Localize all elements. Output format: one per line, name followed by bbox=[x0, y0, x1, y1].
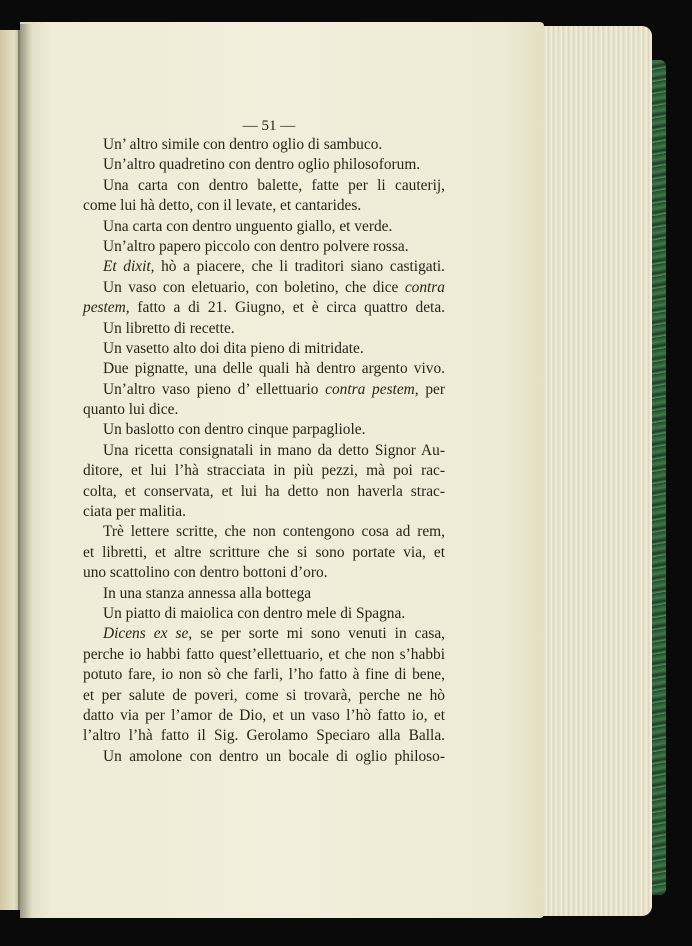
text-span: quanto lui dice. bbox=[83, 401, 179, 419]
text-span: Un baslotto con dentro cinque parpagliole. bbox=[103, 421, 366, 439]
page-edges bbox=[540, 26, 652, 916]
text-span: se per sorte mi sono venuti in casa, bbox=[192, 625, 446, 643]
text-span: colta, et conservata, et lui ha detto non haverla strac- bbox=[83, 482, 445, 500]
text-span: In una stanza annessa alla bottega bbox=[103, 584, 312, 602]
text-span: Una carta con dentro unguento giallo, et verde. bbox=[103, 217, 393, 235]
text-span: et per salute de poveri, come si trovarà, perche ne hò bbox=[83, 686, 445, 704]
italic-span: contra pestem, bbox=[325, 380, 419, 398]
text-span: Un libretto di recette. bbox=[103, 319, 235, 337]
text-span: et libretti, et altre scritture che si sono portate via, et bbox=[83, 543, 445, 561]
text-line bbox=[83, 217, 445, 237]
text-line bbox=[83, 155, 445, 175]
text-span: potuto fare, io non sò che farli, l’ho fatto à fine di bene, bbox=[83, 666, 445, 684]
text-line bbox=[83, 319, 445, 339]
text-span: datto via per l’amor de Dio, et un vaso l’hò fatto io, et bbox=[83, 706, 445, 724]
text-line bbox=[83, 563, 445, 583]
text-span: Un amolone con dentro un bocale di oglio philoso- bbox=[103, 747, 445, 765]
text-span: Un’altro vaso pieno d’ ellettuario bbox=[103, 380, 326, 398]
text-line bbox=[83, 278, 445, 298]
text-span: ciata per malitia. bbox=[83, 503, 186, 521]
text-span: come lui hà detto, con il levate, et cantarides. bbox=[83, 197, 362, 215]
text-span: fatto a di 21. Giugno, et è circa quattro deta. bbox=[129, 299, 445, 317]
text-span: Una carta con dentro balette, fatte per li cauterij, bbox=[103, 176, 445, 194]
text-line bbox=[83, 461, 445, 481]
text-line bbox=[83, 135, 445, 155]
text-line bbox=[83, 441, 445, 461]
italic-span: pestem, bbox=[83, 299, 130, 317]
text-line bbox=[83, 380, 445, 400]
text-span: Trè lettere scritte, che non contengono cosa ad rem, bbox=[103, 523, 445, 541]
text-span: ditore, et lui l’hà stracciata in più pezzi, mà poi rac- bbox=[83, 462, 445, 480]
text-line bbox=[83, 522, 445, 542]
left-page-edge bbox=[0, 30, 20, 910]
text-line bbox=[83, 400, 445, 420]
text-line bbox=[83, 298, 445, 318]
text-line bbox=[83, 726, 445, 746]
text-line bbox=[83, 196, 445, 216]
text-span: Un vaso con eletuario, con boletino, che dice bbox=[103, 278, 405, 296]
text-span: Un’altro quadretino con dentro oglio philosoforum. bbox=[103, 156, 421, 174]
text-span: l’altro l’hà fatto il Sig. Gerolamo Speciaro alla Balla. bbox=[83, 727, 445, 745]
text-span: hò a piacere, che li traditori siano castigati. bbox=[154, 258, 445, 276]
page-text bbox=[83, 114, 445, 767]
text-line bbox=[83, 257, 445, 277]
italic-span: Dicens ex se, bbox=[103, 625, 193, 643]
text-span: uno scattolino con dentro bottoni d’oro. bbox=[83, 564, 328, 582]
text-line bbox=[83, 237, 445, 257]
text-line bbox=[83, 665, 445, 685]
text-line bbox=[83, 604, 445, 624]
text-lines bbox=[83, 135, 445, 767]
text-line bbox=[83, 359, 445, 379]
text-span: Un’ altro simile con dentro oglio di sambuco. bbox=[103, 136, 383, 153]
text-line bbox=[83, 645, 445, 665]
text-span: Una ricetta consignatali in mano da detto Signor Au- bbox=[103, 441, 445, 459]
text-span: Un piatto di maiolica con dentro mele di Spagna. bbox=[103, 604, 406, 622]
text-line bbox=[83, 502, 445, 522]
text-line bbox=[83, 747, 445, 767]
text-span: Due pignatte, una delle quali hà dentro argento vivo. bbox=[103, 360, 445, 378]
text-line bbox=[83, 624, 445, 644]
text-line bbox=[83, 584, 445, 604]
text-line bbox=[83, 706, 445, 726]
spine-shadow bbox=[18, 24, 32, 919]
text-line bbox=[83, 543, 445, 563]
text-line bbox=[83, 686, 445, 706]
page-number: — 51 — bbox=[242, 118, 296, 134]
text-line bbox=[83, 176, 445, 196]
italic-span: Et dixit, bbox=[103, 258, 155, 276]
text-span: perche io habbi fatto quest’ellettuario, et che non s’habbi bbox=[83, 645, 445, 663]
text-span: Un vasetto alto doi dita pieno di mitridate. bbox=[103, 339, 364, 357]
italic-span: contra bbox=[404, 278, 445, 296]
text-line bbox=[83, 420, 445, 440]
text-span: Un’altro papero piccolo con dentro polvere rossa. bbox=[103, 237, 409, 255]
text-line bbox=[83, 339, 445, 359]
text-span: per bbox=[418, 380, 445, 398]
text-line bbox=[83, 482, 445, 502]
